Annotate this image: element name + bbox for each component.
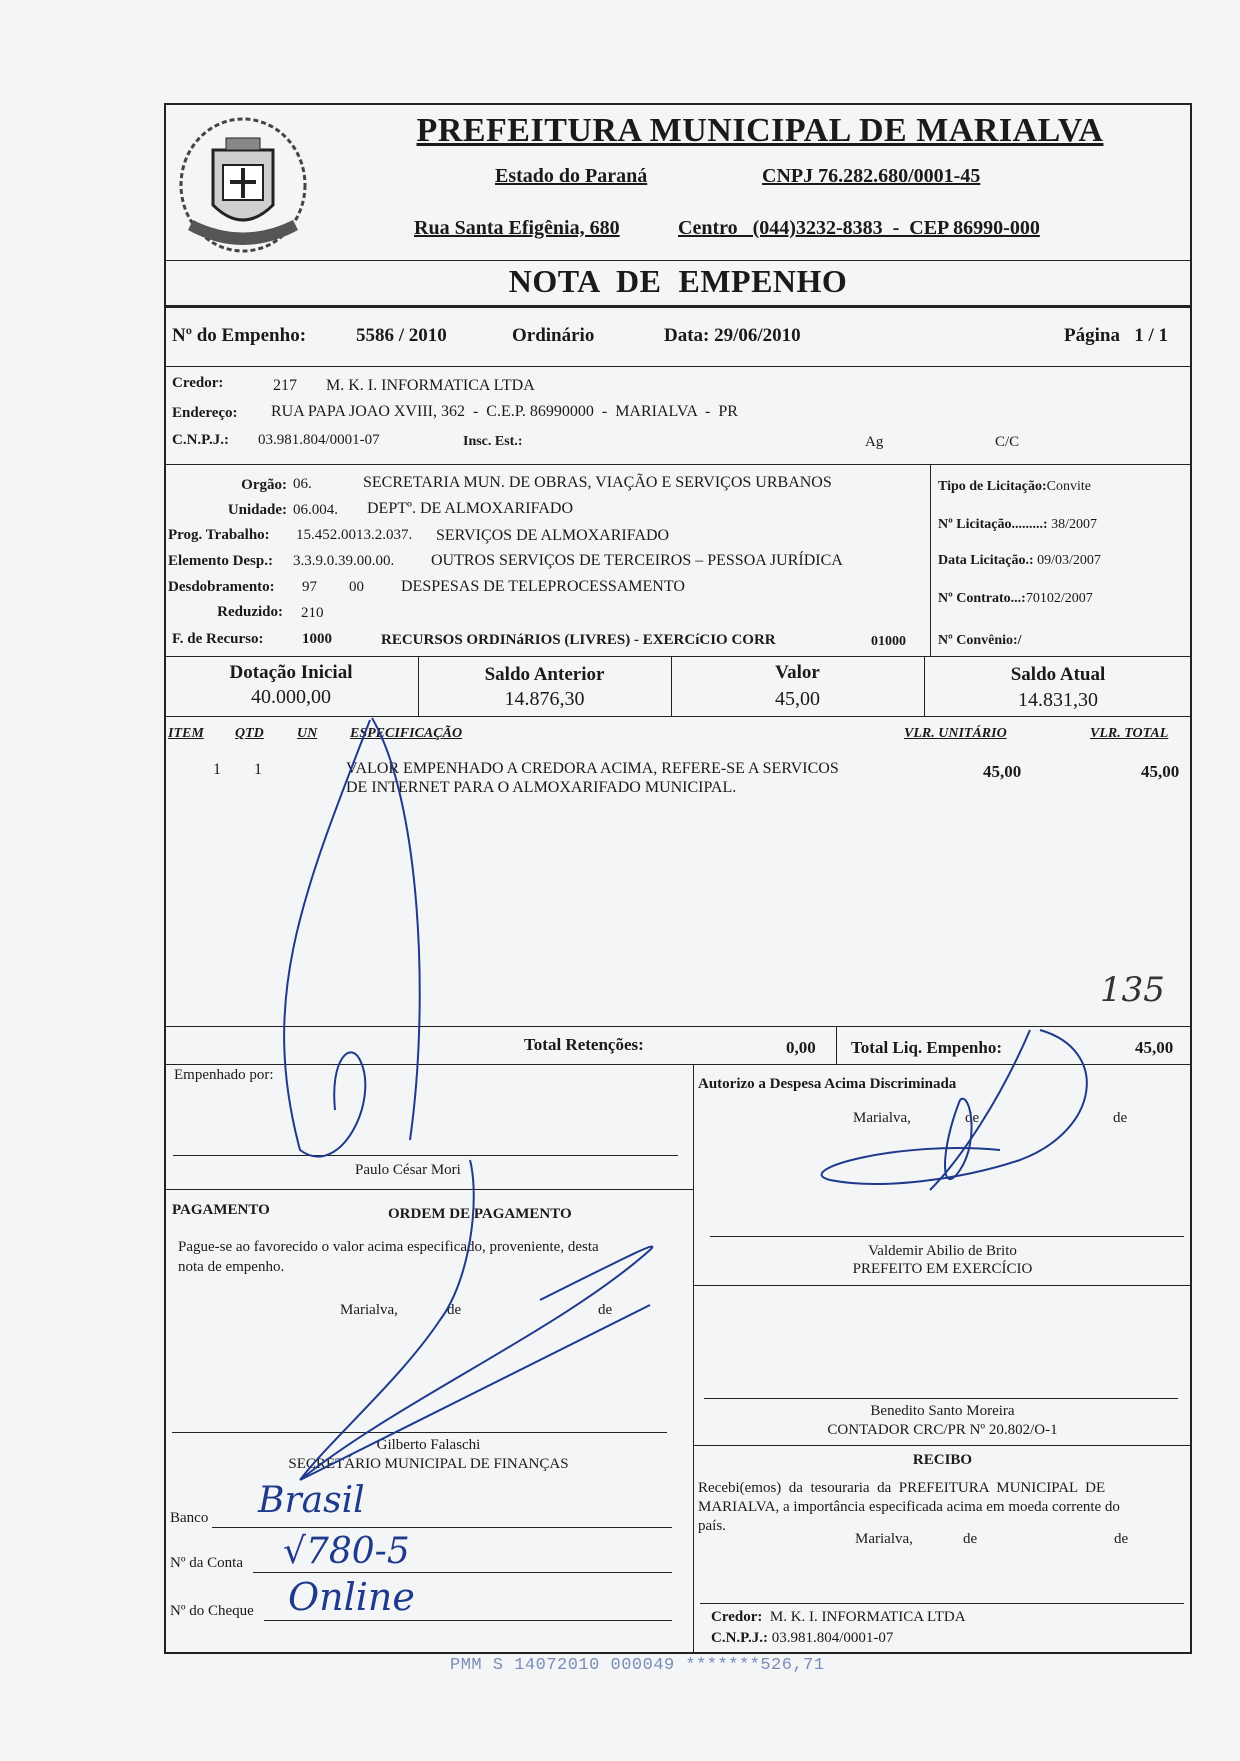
banco-value: Brasil — [258, 1480, 365, 1521]
divider — [164, 260, 1192, 261]
divider — [930, 464, 931, 656]
desdobramento-label: Desdobramento: — [168, 579, 275, 595]
pague-texto-2: nota de empenho. — [178, 1259, 285, 1275]
address-label: Endereço: — [172, 405, 238, 421]
secretario-nome: Gilberto Falaschi — [376, 1437, 481, 1453]
saldo-atual-value: 14.831,30 — [1018, 689, 1098, 711]
col-header-vlr-total: VLR. TOTAL — [1090, 726, 1169, 741]
signature-line — [173, 1155, 678, 1156]
orgao-label: Orgão: — [241, 477, 287, 493]
divider — [836, 1026, 837, 1064]
recibo-texto-1: Recebi(emos) da tesouraria da PREFEITURA MUNICIPAL DE — [698, 1480, 1106, 1496]
empenhado-label: Empenhado por: — [174, 1067, 274, 1083]
divider — [164, 1064, 1192, 1065]
divider — [164, 464, 1192, 465]
autorizo-de1: de — [965, 1110, 980, 1126]
autorizo-local: Marialva, — [853, 1110, 911, 1126]
insc-label: Insc. Est.: — [463, 434, 523, 449]
divider — [693, 1445, 1192, 1446]
reduzido-value: 210 — [301, 605, 324, 621]
desdobramento-sub: 00 — [349, 579, 364, 595]
signature-line — [704, 1398, 1178, 1399]
total-liquido-label: Total Liq. Empenho: — [851, 1038, 1002, 1057]
divider — [164, 1189, 693, 1190]
empenho-number: 5586 / 2010 — [356, 325, 447, 346]
reduzido-label: Reduzido: — [217, 604, 283, 620]
valor-value: 45,00 — [775, 688, 820, 710]
divider — [164, 716, 1192, 717]
header-title: PREFEITURA MUNICIPAL DE MARIALVA — [416, 112, 1104, 149]
processing-stamp: PMM S 14072010 000049 *******526,71 — [450, 1656, 825, 1675]
col-header-item: ITEM — [168, 726, 204, 741]
recurso-label: F. de Recurso: — [172, 631, 264, 647]
empenho-type: Ordinário — [512, 325, 595, 346]
header-state: Estado do Paraná — [495, 165, 648, 187]
ordem-pagamento-label: ORDEM DE PAGAMENTO — [388, 1206, 572, 1222]
coat-of-arms-logo — [168, 110, 318, 260]
col-header-un: UN — [297, 726, 318, 741]
recurso-name: RECURSOS ORDINáRIOS (LIVRES) - EXERCíCIO CORR — [381, 632, 776, 648]
conta-label: Nº da Conta — [170, 1555, 243, 1571]
header-address: Rua Santa Efigênia, 680 — [414, 217, 620, 239]
ag-label: Ag — [865, 434, 884, 450]
conta-value: √780-5 — [283, 1531, 410, 1572]
recibo-de2: de — [1114, 1531, 1129, 1547]
unidade-code: 06.004. — [293, 502, 338, 518]
item-espec-line2: DE INTERNET PARA O ALMOXARIFADO MUNICIPAL. — [346, 779, 737, 796]
item-number: 1 — [213, 761, 221, 778]
recibo-de1: de — [963, 1531, 978, 1547]
credor-code: 217 — [273, 377, 297, 394]
signature-line — [700, 1603, 1184, 1604]
empenhado-nome: Paulo César Mori — [355, 1162, 461, 1178]
saldo-atual-label: Saldo Atual — [1010, 664, 1106, 685]
cheque-line — [264, 1620, 672, 1621]
empenho-label: Nº do Empenho: — [172, 325, 307, 346]
elemento-name: OUTROS SERVIÇOS DE TERCEIROS – PESSOA JURÍDICA — [431, 552, 843, 569]
recurso-code: 1000 — [302, 631, 332, 647]
pague-local: Marialva, — [340, 1302, 398, 1318]
autorizo-label: Autorizo a Despesa Acima Discriminada — [698, 1076, 957, 1092]
header-district-phone: Centro (044)3232-8383 - CEP 86990-000 — [678, 217, 1040, 239]
desdobramento-name: DESPESAS DE TELEPROCESSAMENTO — [401, 578, 685, 595]
signature-line — [710, 1236, 1184, 1237]
recibo-title: RECIBO — [912, 1452, 973, 1468]
prog-code: 15.452.0013.2.037. — [296, 527, 413, 543]
divider — [164, 1026, 1192, 1027]
total-liquido-value: 45,00 — [1135, 1038, 1174, 1057]
credor-name: M. K. I. INFORMATICA LTDA — [326, 377, 535, 394]
banco-line — [212, 1527, 672, 1528]
header-cnpj: CNPJ 76.282.680/0001-45 — [762, 165, 981, 187]
numero-convenio: Nº Convênio:/ — [938, 633, 1022, 648]
cheque-value: Online — [288, 1575, 415, 1619]
secretario-cargo: SECRETÁRIO MUNICIPAL DE FINANÇAS — [288, 1456, 569, 1472]
col-header-vlr-unitario: VLR. UNITÁRIO — [904, 726, 1007, 741]
prefeito-nome: Valdemir Abilio de Brito — [868, 1243, 1017, 1259]
divider — [164, 366, 1192, 367]
dotacao-label: Dotação Inicial — [229, 662, 353, 683]
desdobramento-code: 97 — [302, 579, 317, 595]
elemento-label: Elemento Desp.: — [168, 553, 273, 569]
cnpj-label: C.N.P.J.: — [172, 432, 229, 448]
credor-address: RUA PAPA JOAO XVIII, 362 - C.E.P. 86990000 - MARIALVA - PR — [271, 403, 738, 420]
recurso-number: 01000 — [871, 634, 906, 649]
contador-cargo: CONTADOR CRC/PR Nº 20.802/O-1 — [827, 1422, 1058, 1438]
divider — [164, 656, 1192, 657]
recibo-texto-2: MARIALVA, a importância especificada acima em moeda corrente do — [698, 1499, 1120, 1515]
numero-licitacao: Nº Licitação.........: 38/2007 — [938, 517, 1097, 532]
item-vlr-unitario: 45,00 — [983, 762, 1022, 781]
prog-label: Prog. Trabalho: — [168, 527, 270, 543]
pague-texto-1: Pague-se ao favorecido o valor acima especificado, proveniente, desta — [178, 1239, 599, 1255]
col-header-especificacao: ESPECIFICAÇÃO — [350, 726, 463, 741]
total-retencoes-value: 0,00 — [786, 1038, 816, 1057]
divider — [164, 305, 1192, 308]
pagamento-label: PAGAMENTO — [172, 1202, 270, 1218]
orgao-name: SECRETARIA MUN. DE OBRAS, VIAÇÃO E SERVIÇOS URBANOS — [363, 474, 832, 491]
item-espec-line1: VALOR EMPENHADO A CREDORA ACIMA, REFERE-SE A SERVICOS — [346, 760, 839, 777]
unidade-name: DEPTº. DE ALMOXARIFADO — [367, 500, 573, 517]
data-licitacao: Data Licitação.: 09/03/2007 — [938, 553, 1101, 568]
handwritten-page-number: 135 — [1100, 970, 1165, 1010]
empenho-date: Data: 29/06/2010 — [664, 325, 801, 346]
divider — [693, 1064, 694, 1654]
credor-label: Credor: — [172, 375, 224, 391]
conta-line — [253, 1572, 672, 1573]
valor-label: Valor — [775, 662, 820, 683]
page-indicator: Página 1 / 1 — [1064, 325, 1168, 346]
cc-label: C/C — [995, 434, 1020, 450]
elemento-code: 3.3.9.0.39.00.00. — [293, 553, 395, 569]
tipo-licitacao: Tipo de Licitação:Convite — [938, 479, 1091, 494]
item-qtd: 1 — [254, 761, 262, 778]
signature-line — [172, 1432, 667, 1433]
prog-name: SERVIÇOS DE ALMOXARIFADO — [436, 527, 670, 544]
autorizo-de2: de — [1113, 1110, 1128, 1126]
contador-nome: Benedito Santo Moreira — [870, 1403, 1015, 1419]
orgao-code: 06. — [293, 476, 312, 492]
cheque-label: Nº do Cheque — [170, 1603, 254, 1619]
dotacao-value: 40.000,00 — [251, 686, 331, 708]
recibo-local: Marialva, — [855, 1531, 913, 1547]
unidade-label: Unidade: — [227, 502, 287, 518]
document-title: NOTA DE EMPENHO — [508, 263, 848, 299]
credor-cnpj: 03.981.804/0001-07 — [258, 432, 380, 448]
pague-de1: de — [447, 1302, 462, 1318]
divider — [693, 1285, 1192, 1286]
recibo-texto-3: país. — [698, 1518, 726, 1534]
saldo-anterior-value: 14.876,30 — [504, 688, 585, 710]
prefeito-cargo: PREFEITO EM EXERCÍCIO — [852, 1261, 1033, 1277]
banco-label: Banco — [170, 1510, 209, 1526]
item-vlr-total: 45,00 — [1141, 762, 1180, 781]
saldo-anterior-label: Saldo Anterior — [484, 664, 605, 685]
pague-de2: de — [598, 1302, 613, 1318]
total-retencoes-label: Total Retenções: — [524, 1035, 644, 1054]
col-header-qtd: QTD — [235, 726, 264, 741]
recibo-credor: Credor: M. K. I. INFORMATICA LTDA — [711, 1609, 966, 1625]
recibo-cnpj: C.N.P.J.: 03.981.804/0001-07 — [711, 1630, 894, 1646]
numero-contrato: Nº Contrato...:70102/2007 — [938, 591, 1093, 606]
